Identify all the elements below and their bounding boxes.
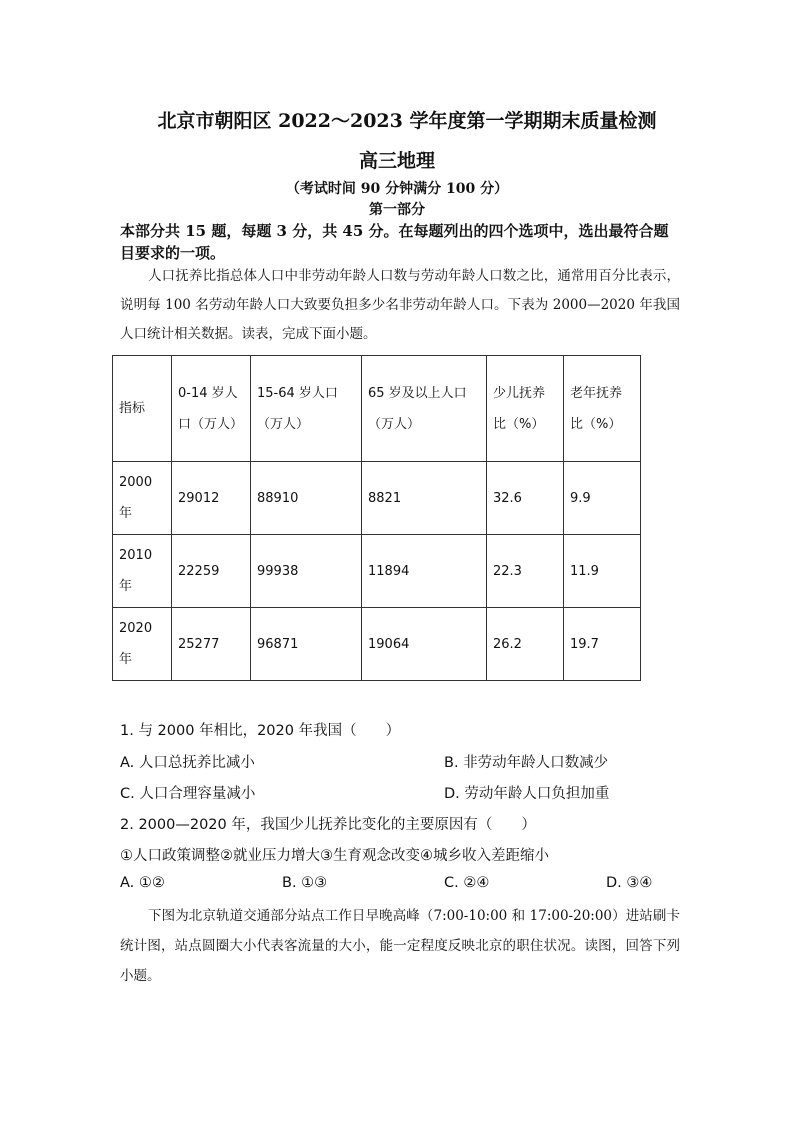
table-header-cell: 65 岁及以上人口（万人） xyxy=(362,356,487,462)
table-cell: 8821 xyxy=(362,462,487,535)
q1-option-a[interactable]: A. 人口总抚养比减小 xyxy=(120,755,255,771)
table-cell: 99938 xyxy=(251,535,362,608)
table-cell: 32.6 xyxy=(487,462,564,535)
table-header-cell: 少儿抚养比（%） xyxy=(487,356,564,462)
table-header-cell: 15-64 岁人口（万人） xyxy=(251,356,362,462)
table-row xyxy=(113,462,641,535)
section-instructions: 本部分共 15 题，每题 3 分，共 45 分。在每题列出的四个选项中，选出最符合题目要求的一项。 xyxy=(120,222,669,262)
table-cell: 2010 年 xyxy=(113,535,172,608)
table-cell: 96871 xyxy=(251,608,362,681)
q1-option-b[interactable]: B. 非劳动年龄人口数减少 xyxy=(444,755,609,771)
passage-subway-stats: 下图为北京轨道交通部分站点工作日早晚高峰（7:00-10:00 和 17:00-20:00）进站刷卡统计图，站点圆圈大小代表客流量的大小，能一定程度反映北京的职住状况。读图，回答下列小题。 xyxy=(120,908,680,984)
table-header-cell: 0-14 岁人口（万人） xyxy=(172,356,251,462)
table-cell: 11894 xyxy=(362,535,487,608)
q2-option-c[interactable]: C. ②④ xyxy=(444,875,490,891)
part-heading: 第一部分 xyxy=(369,202,425,218)
table-cell: 25277 xyxy=(172,608,251,681)
table-row xyxy=(113,535,641,608)
table-cell: 29012 xyxy=(172,462,251,535)
exam-info: （考试时间 90 分钟满分 100 分） xyxy=(285,181,509,197)
passage-dependency-ratio: 人口抚养比指总体人口中非劳动年龄人口数与劳动年龄人口数之比，通常用百分比表示，说明每 100 名劳动年龄人口大致要负担多少名非劳动年龄人口。下表为 2000—2020 年我国人口统计相关数据。读表，完成下面小题。 xyxy=(120,268,680,342)
table-cell: 19.7 xyxy=(564,608,641,681)
population-table xyxy=(112,355,641,681)
question-2-stem: 2. 2000—2020 年，我国少儿抚养比变化的主要原因有（ ） xyxy=(120,817,536,833)
table-header-row xyxy=(113,356,641,462)
exam-title: 北京市朝阳区 2022～2023 学年度第一学期期末质量检测 xyxy=(157,110,657,132)
q1-option-d[interactable]: D. 劳动年龄人口负担加重 xyxy=(444,786,610,802)
subject-title: 高三地理 xyxy=(358,150,435,172)
table-cell: 22.3 xyxy=(487,535,564,608)
table-header-cell: 指标 xyxy=(113,356,172,462)
table-cell: 9.9 xyxy=(564,462,641,535)
table-row xyxy=(113,608,641,681)
table-cell: 19064 xyxy=(362,608,487,681)
question-1-stem: 1. 与 2000 年相比，2020 年我国（ ） xyxy=(120,723,401,739)
q2-option-b[interactable]: B. ①③ xyxy=(282,875,328,891)
table-cell: 2020 年 xyxy=(113,608,172,681)
table-cell: 88910 xyxy=(251,462,362,535)
table-cell: 22259 xyxy=(172,535,251,608)
table-cell: 26.2 xyxy=(487,608,564,681)
table-cell: 2000 年 xyxy=(113,462,172,535)
q2-option-d[interactable]: D. ③④ xyxy=(606,875,653,891)
q1-option-c[interactable]: C. 人口合理容量减小 xyxy=(120,786,256,802)
q2-option-a[interactable]: A. ①② xyxy=(120,875,165,891)
table-cell: 11.9 xyxy=(564,535,641,608)
question-2-statement: ①人口政策调整②就业压力增大③生育观念改变④城乡收入差距缩小 xyxy=(120,848,549,864)
table-header-cell: 老年抚养比（%） xyxy=(564,356,641,462)
